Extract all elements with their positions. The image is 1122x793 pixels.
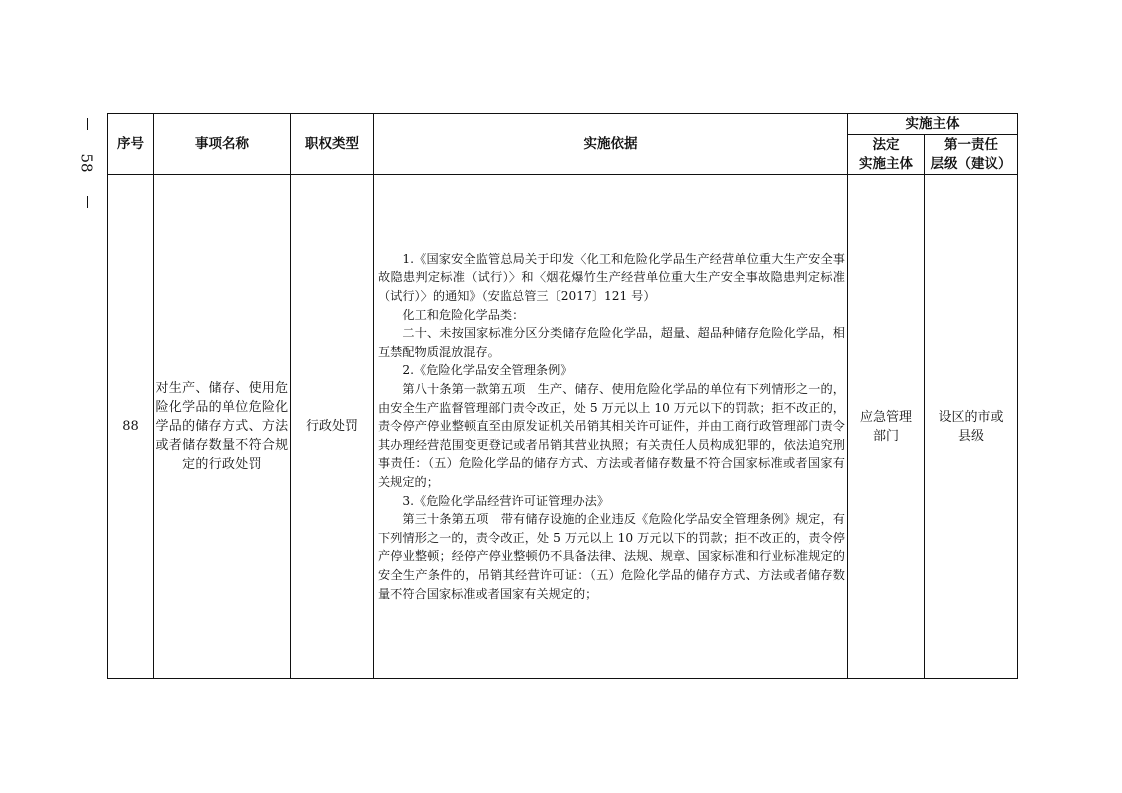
table-row	[108, 175, 1018, 679]
basis-paragraph: 3.《危险化学品经营许可证管理办法》	[402, 493, 610, 508]
cell-basis	[374, 175, 848, 679]
header-basis: 实施依据	[374, 114, 848, 175]
header-seq: 序号	[108, 114, 154, 175]
cell-item-name: 对生产、储存、使用危险化学品的单位危险化学品的储存方式、方法或者储存数量不符合规定的行政处罚	[154, 175, 291, 679]
cell-legal-subject: 应急管理部门	[848, 175, 925, 679]
header-subject-group: 实施主体	[848, 114, 1018, 135]
basis-paragraph: 第三十条第五项 带有储存设施的企业违反《危险化学品安全管理条例》规定，有下列情形之一的，责令改正，处 5 万元以上 10 万元以下的罚款；拒不改正的，责令停产停业整顿；经停产停业整顿仍不具备法律、法规、规章、国家标准和行业标准规定的安全生产条件的，吊销其经营许可证：（五）危险化学品的储存方式、方法或者储存数量不符合国家标准或者国家有关规定的；	[378, 512, 845, 601]
page-number-dash-bottom	[87, 196, 88, 208]
page-number-dash-top	[87, 118, 88, 130]
basis-paragraph: 第八十条第一款第五项 生产、储存、使用危险化学品的单位有下列情形之一的，由安全生产监督管理部门责令改正，处 5 万元以上 10 万元以下的罚款；拒不改正的，责令停产停业整顿直至由原发证机关吊销其相关许可证件，并由工商行政管理部门责令其办理经营范围变更登记或者吊销其营业执照；有关责任人员构成犯罪的，依法追究刑事责任：（五）危险化学品的储存方式、方法或者储存数量不符合国家标准或者国家有关规定的；	[378, 382, 845, 489]
header-legal-subject: 法定 实施主体	[848, 135, 925, 175]
page-number	[72, 118, 102, 208]
header-power-type: 职权类型	[291, 114, 374, 175]
basis-paragraph: 二十、未按国家标准分区分类储存危险化学品，超量、超品种储存危险化学品，相互禁配物质混放混存。	[378, 326, 845, 359]
basis-paragraph: 1.《国家安全监管总局关于印发〈化工和危险化学品生产经营单位重大生产安全事故隐患判定标准（试行）〉和〈烟花爆竹生产经营单位重大生产安全事故隐患判定标准（试行）〉的通知》（安监总管三〔2017〕121 号）	[378, 251, 845, 304]
basis-paragraph: 2.《危险化学品安全管理条例》	[402, 363, 573, 378]
header-item-name: 事项名称	[154, 114, 291, 175]
cell-first-level: 设区的市或县级	[925, 175, 1018, 679]
basis-paragraph: 化工和危险化学品类：	[402, 307, 525, 322]
header-first-level: 第一责任 层级（建议）	[925, 135, 1018, 175]
cell-power-type: 行政处罚	[291, 175, 374, 679]
cell-seq: 88	[108, 175, 154, 679]
page-number-value: 58	[78, 153, 96, 173]
matters-table	[107, 113, 1018, 679]
table-header	[108, 114, 1018, 175]
basis-text	[374, 250, 847, 603]
